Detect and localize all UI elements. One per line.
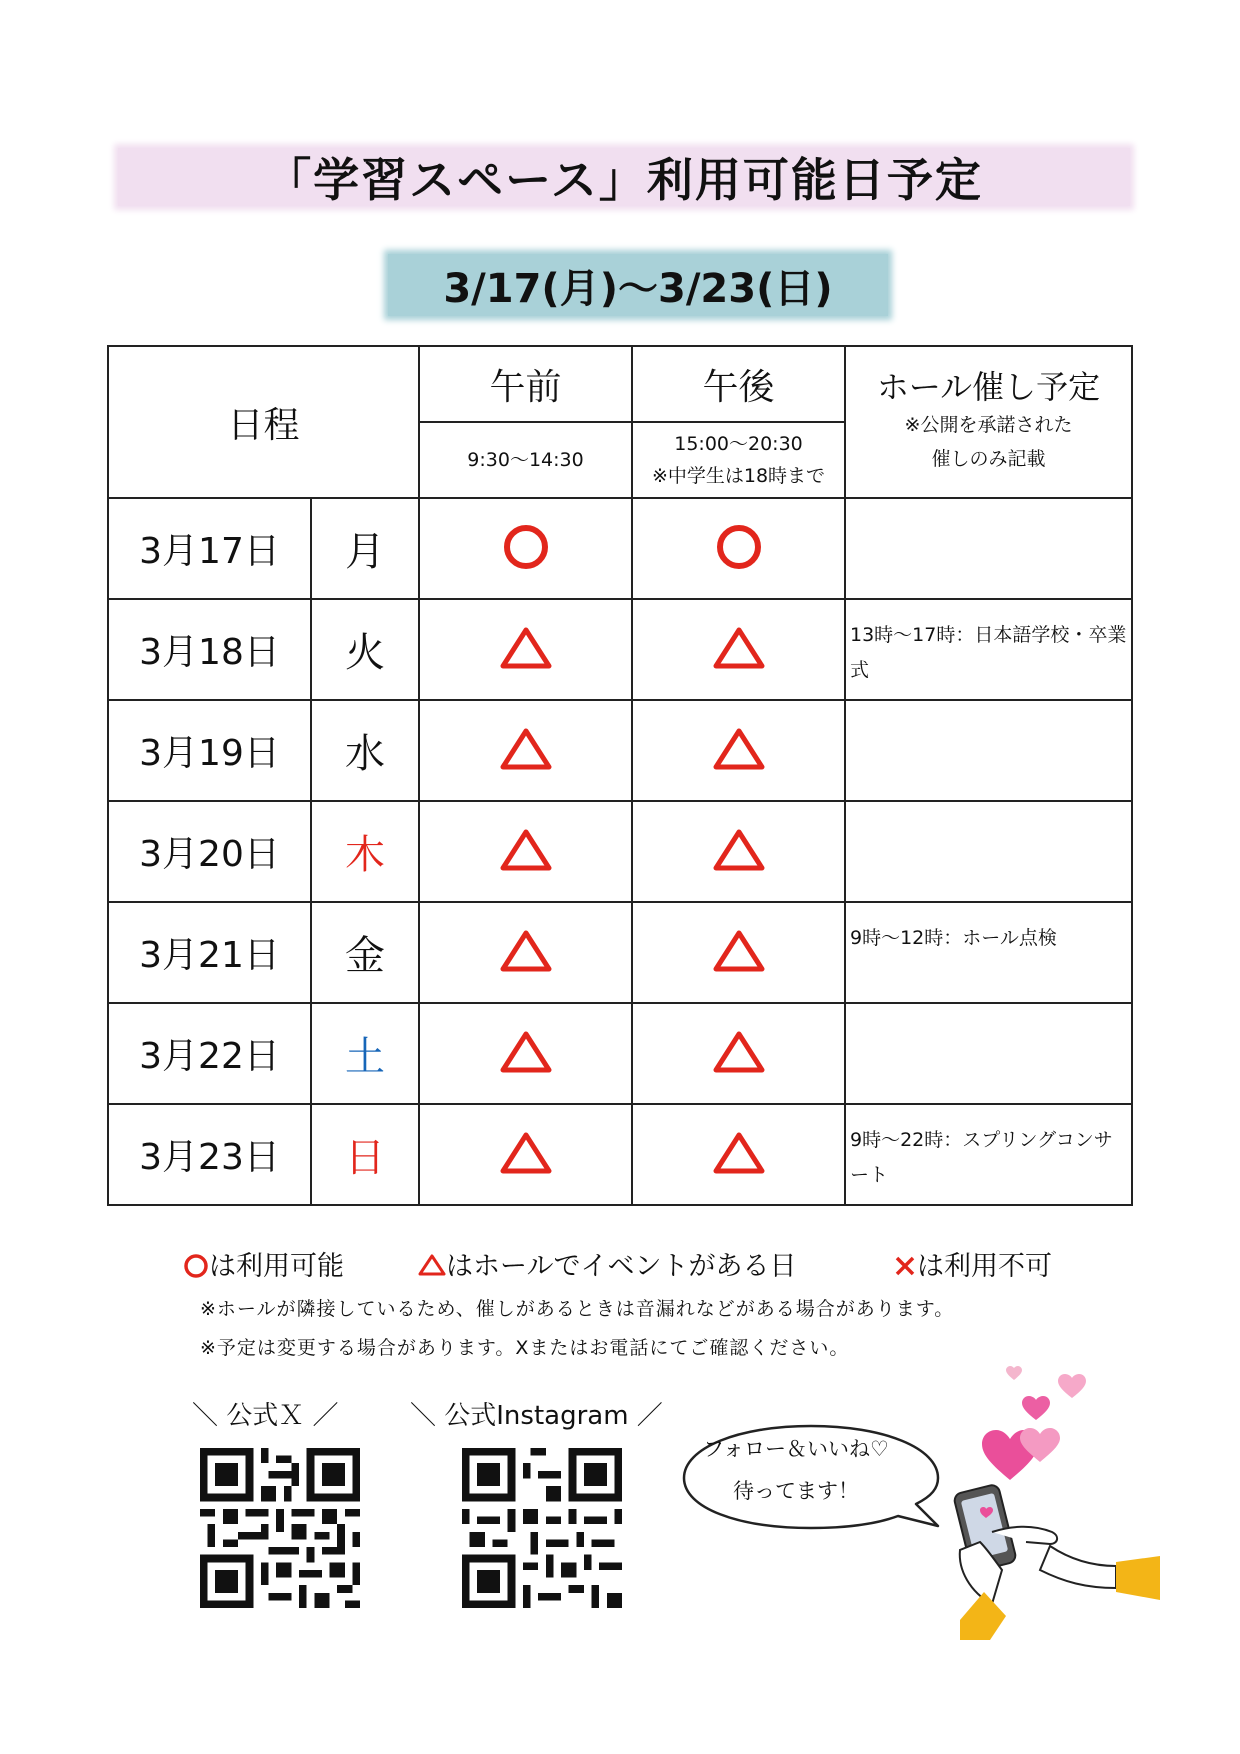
speech-bubble-text xyxy=(676,1428,916,1512)
triangle-mark-icon xyxy=(712,1130,766,1176)
circle-mark-icon xyxy=(714,522,764,572)
legend xyxy=(183,1244,1083,1284)
instagram-label: ＼ 公式Instagram ／ xyxy=(410,1401,663,1431)
header-morning-time-cell xyxy=(419,422,632,498)
header-schedule: 日程 xyxy=(108,346,419,498)
afternoon-cell xyxy=(632,599,845,700)
table-row xyxy=(108,902,1132,1003)
date-cell: 3月21日 xyxy=(108,902,311,1003)
legend-event xyxy=(418,1244,796,1283)
triangle-mark-icon xyxy=(499,1130,553,1176)
triangle-mark-icon xyxy=(712,625,766,671)
legend-event-text: はホールでイベントがある日 xyxy=(446,1251,797,1282)
triangle-mark-icon xyxy=(712,726,766,772)
triangle-mark-icon xyxy=(712,827,766,873)
bubble-line-2: 待ってます！ xyxy=(733,1479,859,1503)
day-cell: 月 xyxy=(311,498,419,599)
morning-cell xyxy=(419,599,632,700)
event-text xyxy=(846,499,1131,517)
event-text xyxy=(846,802,1131,820)
legend-unavailable-text: は利用不可 xyxy=(917,1251,1052,1282)
page-title: 「学習スペース」利用可能日予定 xyxy=(118,148,1130,206)
header-hall xyxy=(845,346,1132,498)
date-cell: 3月23日 xyxy=(108,1104,311,1205)
day-cell: 木 xyxy=(311,801,419,902)
morning-cell xyxy=(419,700,632,801)
circle-mark-icon xyxy=(501,522,551,572)
table-row xyxy=(108,1003,1132,1104)
legend-unavailable xyxy=(893,1244,1052,1283)
afternoon-cell xyxy=(632,498,845,599)
x-qr-code-icon[interactable] xyxy=(200,1448,360,1608)
day-cell: 土 xyxy=(311,1003,419,1104)
event-cell xyxy=(845,599,1132,700)
event-cell xyxy=(845,1003,1132,1104)
header-morning: 午前 xyxy=(419,346,632,422)
header-afternoon: 午後 xyxy=(632,346,845,422)
heart-icon xyxy=(982,1366,1086,1480)
note-schedule-change: ※予定は変更する場合があります。Xまたはお電話にてご確認ください。 xyxy=(200,1337,850,1359)
header-afternoon-time-cell xyxy=(632,422,845,498)
event-text xyxy=(846,701,1131,719)
table-row xyxy=(108,498,1132,599)
event-cell xyxy=(845,498,1132,599)
date-cell: 3月18日 xyxy=(108,599,311,700)
date-range: 3/17(月)～3/23(日) xyxy=(388,254,888,316)
afternoon-cell xyxy=(632,1104,845,1205)
x-label: ＼ 公式Ｘ ／ xyxy=(192,1401,339,1431)
table-row xyxy=(108,1104,1132,1205)
afternoon-cell xyxy=(632,1003,845,1104)
smartphone-hearts-illustration xyxy=(940,1320,1160,1640)
event-text xyxy=(846,1004,1131,1022)
cross-mark-icon xyxy=(893,1254,917,1278)
event-cell xyxy=(845,1104,1132,1205)
event-text: 9時～12時：ホール点検 xyxy=(850,927,1057,949)
note-sound: ※ホールが隣接しているため、催しがあるときは音漏れなどがある場合があります。 xyxy=(200,1298,955,1320)
date-cell: 3月17日 xyxy=(108,498,311,599)
date-cell: 3月20日 xyxy=(108,801,311,902)
event-text: 9時～22時：スプリングコンサート xyxy=(850,1129,1113,1186)
header-hall-note-1: ※公開を承諾された xyxy=(904,414,1073,436)
header-morning-time: 9:30～14:30 xyxy=(467,449,584,471)
circle-mark-icon xyxy=(183,1253,209,1279)
triangle-mark-icon xyxy=(499,726,553,772)
triangle-mark-icon xyxy=(712,1029,766,1075)
day-cell: 火 xyxy=(311,599,419,700)
morning-cell xyxy=(419,1003,632,1104)
header-afternoon-note: ※中学生は18時まで xyxy=(651,465,826,487)
morning-cell xyxy=(419,801,632,902)
triangle-mark-icon xyxy=(499,928,553,974)
triangle-mark-icon xyxy=(499,625,553,671)
date-cell: 3月22日 xyxy=(108,1003,311,1104)
legend-available-text: は利用可能 xyxy=(209,1251,344,1282)
header-afternoon-time: 15:00～20:30 xyxy=(674,433,803,455)
afternoon-cell xyxy=(632,801,845,902)
triangle-mark-icon xyxy=(418,1253,446,1277)
day-cell: 日 xyxy=(311,1104,419,1205)
day-cell: 金 xyxy=(311,902,419,1003)
schedule-table xyxy=(107,345,1133,1206)
table-row xyxy=(108,801,1132,902)
event-cell xyxy=(845,902,1132,1003)
event-text: 13時～17時：日本語学校・卒業式 xyxy=(850,624,1127,681)
instagram-qr-code-icon[interactable] xyxy=(462,1448,622,1608)
event-cell xyxy=(845,801,1132,902)
table-row xyxy=(108,599,1132,700)
header-hall-note-2: 催しのみ記載 xyxy=(931,448,1046,470)
morning-cell xyxy=(419,498,632,599)
date-cell: 3月19日 xyxy=(108,700,311,801)
morning-cell xyxy=(419,902,632,1003)
table-row xyxy=(108,700,1132,801)
event-cell xyxy=(845,700,1132,801)
afternoon-cell xyxy=(632,902,845,1003)
header-hall-title: ホール催し予定 xyxy=(876,368,1101,406)
triangle-mark-icon xyxy=(499,827,553,873)
bubble-line-1: フォロー＆いいね♡ xyxy=(703,1437,889,1461)
morning-cell xyxy=(419,1104,632,1205)
legend-available xyxy=(183,1244,344,1283)
afternoon-cell xyxy=(632,700,845,801)
triangle-mark-icon xyxy=(499,1029,553,1075)
day-cell: 水 xyxy=(311,700,419,801)
triangle-mark-icon xyxy=(712,928,766,974)
